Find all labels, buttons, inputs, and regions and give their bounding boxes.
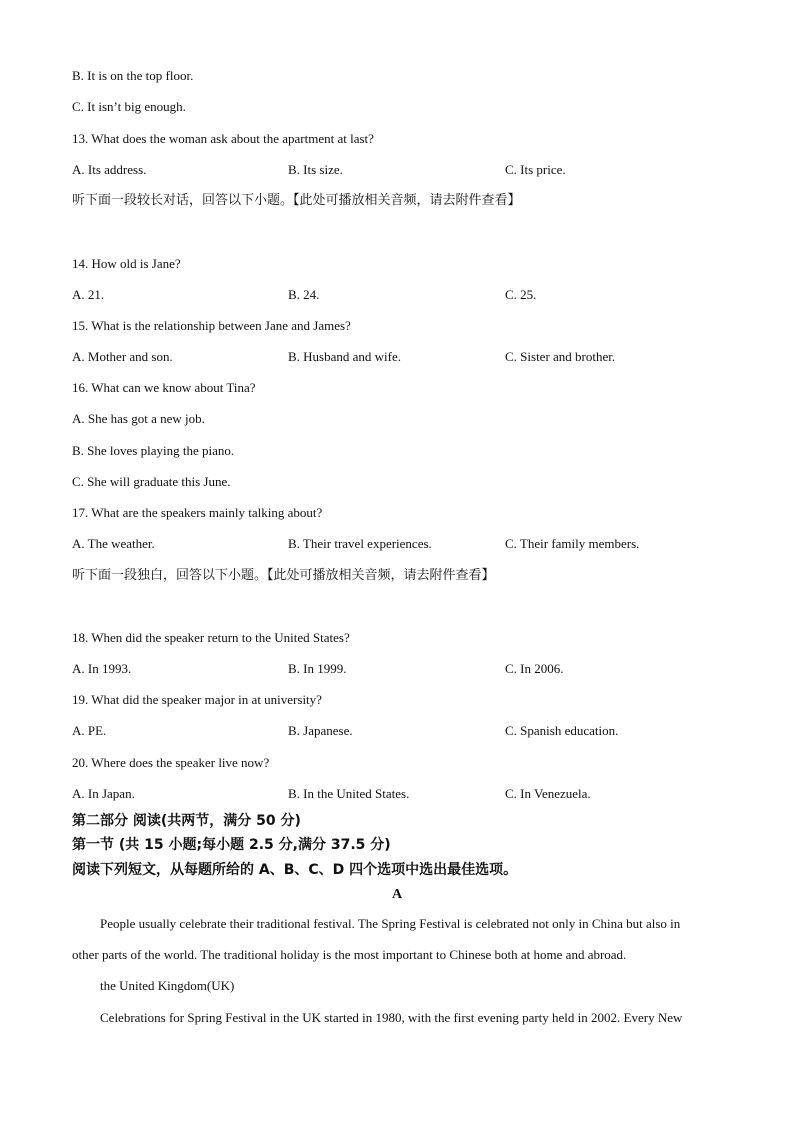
q15-option-c: C. Sister and brother.	[505, 349, 616, 364]
q12-option-c: C. It isn’t big enough.	[72, 99, 186, 114]
q20-option-b: B. In the United States.	[288, 786, 410, 801]
q20-option-a: A. In Japan.	[72, 786, 135, 801]
q17-option-b: B. Their travel experiences.	[288, 536, 432, 551]
q13-option-a: A. Its address.	[72, 162, 147, 177]
q12-option-b: B. It is on the top floor.	[72, 68, 194, 83]
q19-option-a: A. PE.	[72, 723, 107, 738]
q15-option-b: B. Husband and wife.	[288, 349, 402, 364]
reading-instruction: 阅读下列短文，从每题所给的 A、B、C、D 四个选项中选出最佳选项。	[72, 862, 518, 878]
q20-option-c: C. In Venezuela.	[505, 786, 591, 801]
q13-question: 13. What does the woman ask about the apartment at last?	[72, 131, 374, 146]
q19-option-c: C. Spanish education.	[505, 723, 619, 738]
passage-p1-line1: People usually celebrate their traditional festival. The Spring Festival is celebrated not only in China but also in	[100, 916, 681, 931]
instruction-long-dialogue: 听下面一段较长对话，回答以下小题。【此处可播放相关音频，请去附件查看】	[72, 193, 521, 208]
passage-label: A	[391, 887, 403, 902]
q19-option-b: B. Japanese.	[288, 723, 353, 738]
q20-question: 20. Where does the speaker live now?	[72, 755, 270, 770]
q18-option-a: A. In 1993.	[72, 661, 132, 676]
q14-question: 14. How old is Jane?	[72, 256, 181, 271]
q18-question: 18. When did the speaker return to the United States?	[72, 630, 350, 645]
q15-option-a: A. Mother and son.	[72, 349, 173, 364]
passage-p1-line2: other parts of the world. The traditional holiday is the most important to Chinese both at home and abroad.	[72, 947, 627, 962]
q18-option-c: C. In 2006.	[505, 661, 564, 676]
passage-p2-line1: Celebrations for Spring Festival in the UK started in 1980, with the first evening party held in 2002. Every New	[100, 1010, 683, 1025]
q19-question: 19. What did the speaker major in at university?	[72, 692, 322, 707]
part2-title: 第二部分 阅读(共两节，满分 50 分)	[72, 813, 301, 829]
passage-subheading: the United Kingdom(UK)	[100, 978, 235, 993]
q16-question: 16. What can we know about Tina?	[72, 380, 256, 395]
q14-option-b: B. 24.	[288, 287, 320, 302]
q17-question: 17. What are the speakers mainly talking about?	[72, 505, 323, 520]
q14-option-c: C. 25.	[505, 287, 537, 302]
q16-option-b: B. She loves playing the piano.	[72, 443, 235, 458]
q13-option-b: B. Its size.	[288, 162, 343, 177]
q17-option-a: A. The weather.	[72, 536, 155, 551]
q16-option-a: A. She has got a new job.	[72, 411, 205, 426]
section1-title: 第一节 (共 15 小题;每小题 2.5 分,满分 37.5 分)	[72, 837, 391, 853]
q17-option-c: C. Their family members.	[505, 536, 640, 551]
instruction-monologue: 听下面一段独白，回答以下小题。【此处可播放相关音频，请去附件查看】	[72, 568, 495, 583]
q14-option-a: A. 21.	[72, 287, 105, 302]
q15-question: 15. What is the relationship between Jane and James?	[72, 318, 351, 333]
q16-option-c: C. She will graduate this June.	[72, 474, 231, 489]
q18-option-b: B. In 1999.	[288, 661, 347, 676]
q13-option-c: C. Its price.	[505, 162, 566, 177]
